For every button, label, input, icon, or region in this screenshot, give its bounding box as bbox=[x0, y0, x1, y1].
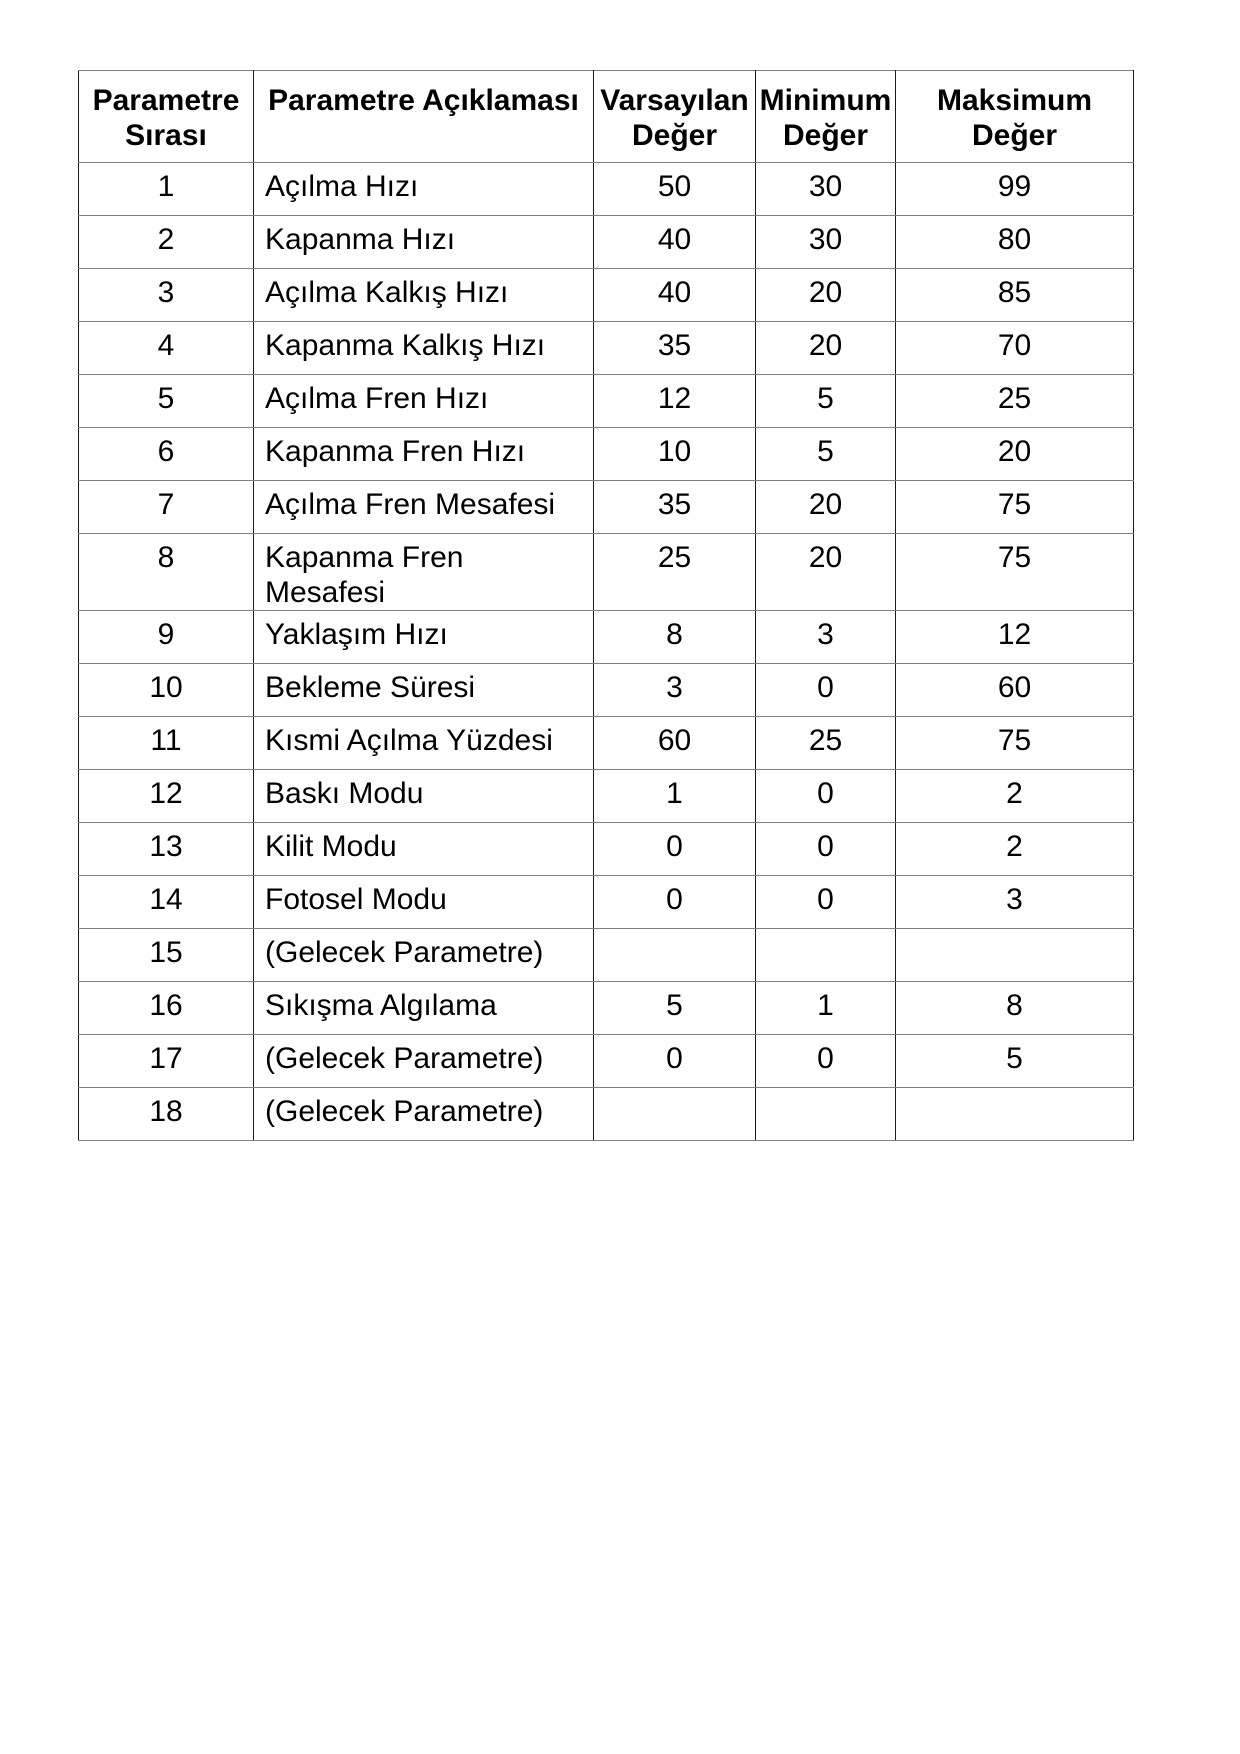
min-value-cell: 20 bbox=[756, 481, 896, 534]
max-value-cell: 3 bbox=[896, 876, 1134, 929]
param-desc-cell: (Gelecek Parametre) bbox=[254, 929, 594, 982]
table-row bbox=[79, 664, 1134, 717]
table-row bbox=[79, 611, 1134, 664]
param-desc-cell: Kapanma Kalkış Hızı bbox=[254, 322, 594, 375]
default-value-cell: 0 bbox=[594, 823, 756, 876]
table-row bbox=[79, 269, 1134, 322]
min-value-cell: 0 bbox=[756, 823, 896, 876]
max-value-cell: 60 bbox=[896, 664, 1134, 717]
table-row bbox=[79, 534, 1134, 611]
param-no-cell: 18 bbox=[79, 1088, 254, 1141]
default-value-cell: 3 bbox=[594, 664, 756, 717]
default-value-cell: 50 bbox=[594, 163, 756, 216]
table-row bbox=[79, 216, 1134, 269]
param-desc-cell: Kapanma Hızı bbox=[254, 216, 594, 269]
table-row bbox=[79, 770, 1134, 823]
param-no-cell: 16 bbox=[79, 982, 254, 1035]
max-value-cell bbox=[896, 929, 1134, 982]
header-text: Parametre bbox=[92, 84, 240, 117]
param-no-cell: 11 bbox=[79, 717, 254, 770]
header-parametre-aciklamasi bbox=[254, 71, 594, 163]
min-value-cell: 1 bbox=[756, 982, 896, 1035]
param-no-cell: 1 bbox=[79, 163, 254, 216]
parameter-table bbox=[78, 70, 1134, 1141]
table-row bbox=[79, 929, 1134, 982]
table-row bbox=[79, 481, 1134, 534]
default-value-cell: 1 bbox=[594, 770, 756, 823]
table-row bbox=[79, 163, 1134, 216]
param-desc-cell: Kilit Modu bbox=[254, 823, 594, 876]
header-text: Parametre Açıklaması bbox=[268, 84, 579, 117]
min-value-cell: 30 bbox=[756, 216, 896, 269]
min-value-cell: 20 bbox=[756, 322, 896, 375]
min-value-cell: 25 bbox=[756, 717, 896, 770]
param-desc-cell: Açılma Fren Mesafesi bbox=[254, 481, 594, 534]
header-row bbox=[79, 71, 1134, 163]
min-value-cell: 0 bbox=[756, 770, 896, 823]
param-no-cell: 17 bbox=[79, 1035, 254, 1088]
header-varsayilan-deger bbox=[594, 71, 756, 163]
header-text: Maksimum bbox=[936, 84, 1093, 117]
param-desc-cell: Yaklaşım Hızı bbox=[254, 611, 594, 664]
min-value-cell: 0 bbox=[756, 664, 896, 717]
param-desc-cell: Açılma Hızı bbox=[254, 163, 594, 216]
header-text: Değer bbox=[971, 119, 1058, 152]
param-desc-cell: Kapanma Fren Mesafesi bbox=[254, 534, 594, 611]
table-row bbox=[79, 1035, 1134, 1088]
default-value-cell bbox=[594, 929, 756, 982]
min-value-cell: 5 bbox=[756, 428, 896, 481]
param-no-cell: 4 bbox=[79, 322, 254, 375]
header-text: Değer bbox=[631, 119, 718, 152]
table-row bbox=[79, 823, 1134, 876]
max-value-cell: 12 bbox=[896, 611, 1134, 664]
table-row bbox=[79, 428, 1134, 481]
param-no-cell: 6 bbox=[79, 428, 254, 481]
param-desc-cell: Kısmi Açılma Yüzdesi bbox=[254, 717, 594, 770]
max-value-cell: 2 bbox=[896, 823, 1134, 876]
table-row bbox=[79, 717, 1134, 770]
default-value-cell: 8 bbox=[594, 611, 756, 664]
default-value-cell: 0 bbox=[594, 876, 756, 929]
param-desc-cell: Açılma Kalkış Hızı bbox=[254, 269, 594, 322]
max-value-cell: 2 bbox=[896, 770, 1134, 823]
default-value-cell: 40 bbox=[594, 269, 756, 322]
param-no-cell: 7 bbox=[79, 481, 254, 534]
table-row bbox=[79, 1088, 1134, 1141]
param-desc-cell: Fotosel Modu bbox=[254, 876, 594, 929]
default-value-cell bbox=[594, 1088, 756, 1141]
param-no-cell: 10 bbox=[79, 664, 254, 717]
header-minimum-deger bbox=[756, 71, 896, 163]
param-desc-cell: Sıkışma Algılama bbox=[254, 982, 594, 1035]
max-value-cell: 70 bbox=[896, 322, 1134, 375]
default-value-cell: 35 bbox=[594, 481, 756, 534]
table-row bbox=[79, 876, 1134, 929]
param-desc-cell: Açılma Fren Hızı bbox=[254, 375, 594, 428]
header-text: Minimum bbox=[759, 84, 892, 117]
default-value-cell: 10 bbox=[594, 428, 756, 481]
header-parametre-sirasi bbox=[79, 71, 254, 163]
param-desc-cell: Kapanma Fren Hızı bbox=[254, 428, 594, 481]
param-no-cell: 3 bbox=[79, 269, 254, 322]
min-value-cell: 5 bbox=[756, 375, 896, 428]
table-row bbox=[79, 322, 1134, 375]
default-value-cell: 0 bbox=[594, 1035, 756, 1088]
param-no-cell: 13 bbox=[79, 823, 254, 876]
default-value-cell: 60 bbox=[594, 717, 756, 770]
min-value-cell: 30 bbox=[756, 163, 896, 216]
table-row bbox=[79, 375, 1134, 428]
param-desc-cell: Bekleme Süresi bbox=[254, 664, 594, 717]
default-value-cell: 12 bbox=[594, 375, 756, 428]
max-value-cell: 75 bbox=[896, 717, 1134, 770]
param-desc-cell: (Gelecek Parametre) bbox=[254, 1035, 594, 1088]
default-value-cell: 40 bbox=[594, 216, 756, 269]
max-value-cell: 85 bbox=[896, 269, 1134, 322]
param-no-cell: 12 bbox=[79, 770, 254, 823]
header-maksimum-deger bbox=[896, 71, 1134, 163]
header-text: Değer bbox=[782, 119, 869, 152]
header-text: Varsayılan bbox=[600, 84, 749, 117]
max-value-cell: 5 bbox=[896, 1035, 1134, 1088]
max-value-cell: 75 bbox=[896, 534, 1134, 611]
param-no-cell: 5 bbox=[79, 375, 254, 428]
param-desc-cell: Baskı Modu bbox=[254, 770, 594, 823]
default-value-cell: 25 bbox=[594, 534, 756, 611]
table-row bbox=[79, 982, 1134, 1035]
min-value-cell bbox=[756, 1088, 896, 1141]
min-value-cell bbox=[756, 929, 896, 982]
min-value-cell: 0 bbox=[756, 1035, 896, 1088]
max-value-cell bbox=[896, 1088, 1134, 1141]
max-value-cell: 75 bbox=[896, 481, 1134, 534]
default-value-cell: 5 bbox=[594, 982, 756, 1035]
max-value-cell: 99 bbox=[896, 163, 1134, 216]
default-value-cell: 35 bbox=[594, 322, 756, 375]
min-value-cell: 20 bbox=[756, 534, 896, 611]
min-value-cell: 20 bbox=[756, 269, 896, 322]
param-no-cell: 15 bbox=[79, 929, 254, 982]
max-value-cell: 25 bbox=[896, 375, 1134, 428]
max-value-cell: 8 bbox=[896, 982, 1134, 1035]
min-value-cell: 3 bbox=[756, 611, 896, 664]
min-value-cell: 0 bbox=[756, 876, 896, 929]
max-value-cell: 80 bbox=[896, 216, 1134, 269]
param-desc-cell: (Gelecek Parametre) bbox=[254, 1088, 594, 1141]
param-no-cell: 14 bbox=[79, 876, 254, 929]
param-no-cell: 8 bbox=[79, 534, 254, 611]
param-no-cell: 9 bbox=[79, 611, 254, 664]
header-text: Sırası bbox=[125, 119, 207, 152]
param-no-cell: 2 bbox=[79, 216, 254, 269]
max-value-cell: 20 bbox=[896, 428, 1134, 481]
